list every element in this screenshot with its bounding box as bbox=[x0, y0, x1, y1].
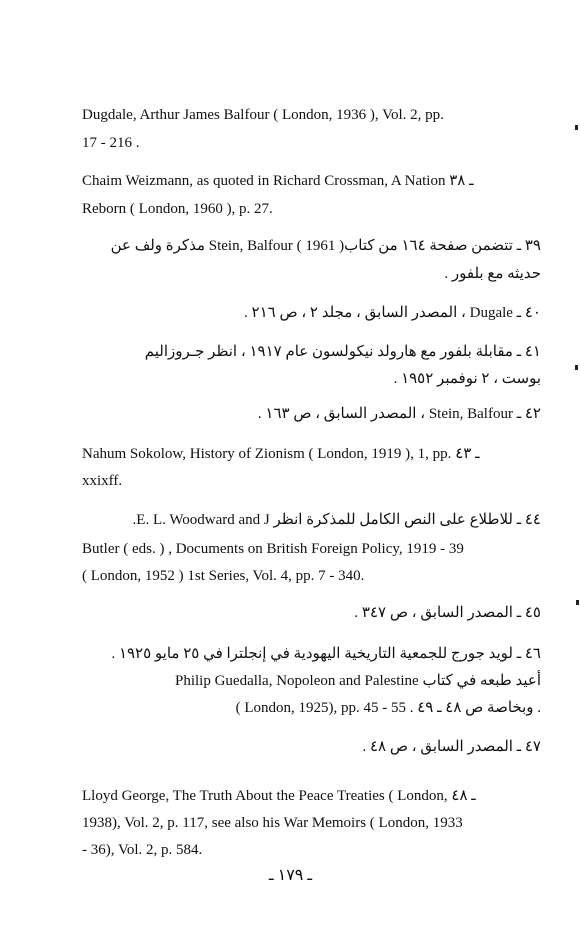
footnote-line: Dugdale, Arthur James Balfour ( London, 1936 ), Vol. 2, pp. bbox=[82, 107, 444, 123]
footnote-48-line: Lloyd George, The Truth About the Peace Treaties ( London, ـ ٤٨ bbox=[82, 788, 476, 804]
footnote-40-line: ٤٠ ـ Dugale ، المصدر السابق ، مجلد ٢ ، ص ٢١٦ . bbox=[244, 305, 541, 321]
footnote-41-line: ٤١ ـ مقابلة بلفور مع هارولد نيكولسون عام ١٩١٧ ، انظر جـروزاليم bbox=[144, 344, 541, 360]
scan-mark bbox=[576, 600, 579, 605]
footnote-42-line: ٤٢ ـ Stein, Balfour ، المصدر السابق ، ص ١٦٣ . bbox=[257, 406, 541, 422]
footnote-46-line: أعيد طبعه في كتاب Philip Guedalla, Nopoleon and Palestine bbox=[174, 673, 541, 689]
footnote-46-line: ( London, 1925), pp. 45 - 55 . وبخاصة ص ٤٨ ـ ٤٩ . bbox=[235, 700, 541, 716]
footnote-38-line: Chaim Weizmann, as quoted in Richard Crossman, A Nation ـ ٣٨ bbox=[82, 173, 474, 189]
footnote-46-line: ٤٦ ـ لويد جورج للجمعية التاريخية اليهودية في إنجلترا في ٢٥ مايو ١٩٢٥ . bbox=[111, 646, 541, 662]
scan-mark bbox=[575, 125, 578, 130]
footnote-47-line: ٤٧ ـ المصدر السابق ، ص ٤٨ . bbox=[362, 739, 541, 755]
footnote-43-line: Nahum Sokolow, History of Zionism ( London, 1919 ), 1, pp. ـ ٤٣ bbox=[82, 446, 480, 462]
footnote-43-line: xxixff. bbox=[82, 473, 123, 489]
footnote-45-line: ٤٥ ـ المصدر السابق ، ص ٣٤٧ . bbox=[354, 605, 541, 621]
footnote-39-line: حديثه مع بلفور . bbox=[444, 266, 541, 282]
footnote-44-line: Butler ( eds. ) , Documents on British Foreign Policy, 1919 - 39 bbox=[82, 541, 464, 557]
footnote-48-line: 1938), Vol. 2, p. 117, see also his War Memoirs ( London, 1933 bbox=[82, 815, 463, 831]
page-number: ـ ١٧٩ ـ bbox=[268, 867, 313, 884]
footnote-48-line: - 36), Vol. 2, p. 584. bbox=[82, 842, 203, 858]
footnote-39-line: ٣٩ ـ تتضمن صفحة ١٦٤ من كتاب( Stein, Balfour ( 1961 مذكرة ولف عن bbox=[110, 238, 541, 254]
footnote-38-line: Reborn ( London, 1960 ), p. 27. bbox=[82, 201, 273, 217]
footnote-44-line: ( London, 1952 ) 1st Series, Vol. 4, pp. 7 - 340. bbox=[82, 568, 365, 584]
scan-mark bbox=[575, 365, 578, 370]
footnote-line: 17 - 216 . bbox=[82, 135, 140, 151]
footnote-41-line: بوست ، ٢ نوفمبر ١٩٥٢ . bbox=[393, 371, 541, 387]
footnote-44-line: ٤٤ ـ للاطلاع على النص الكامل للمذكرة انظر E. L. Woodward and J. bbox=[132, 512, 541, 528]
